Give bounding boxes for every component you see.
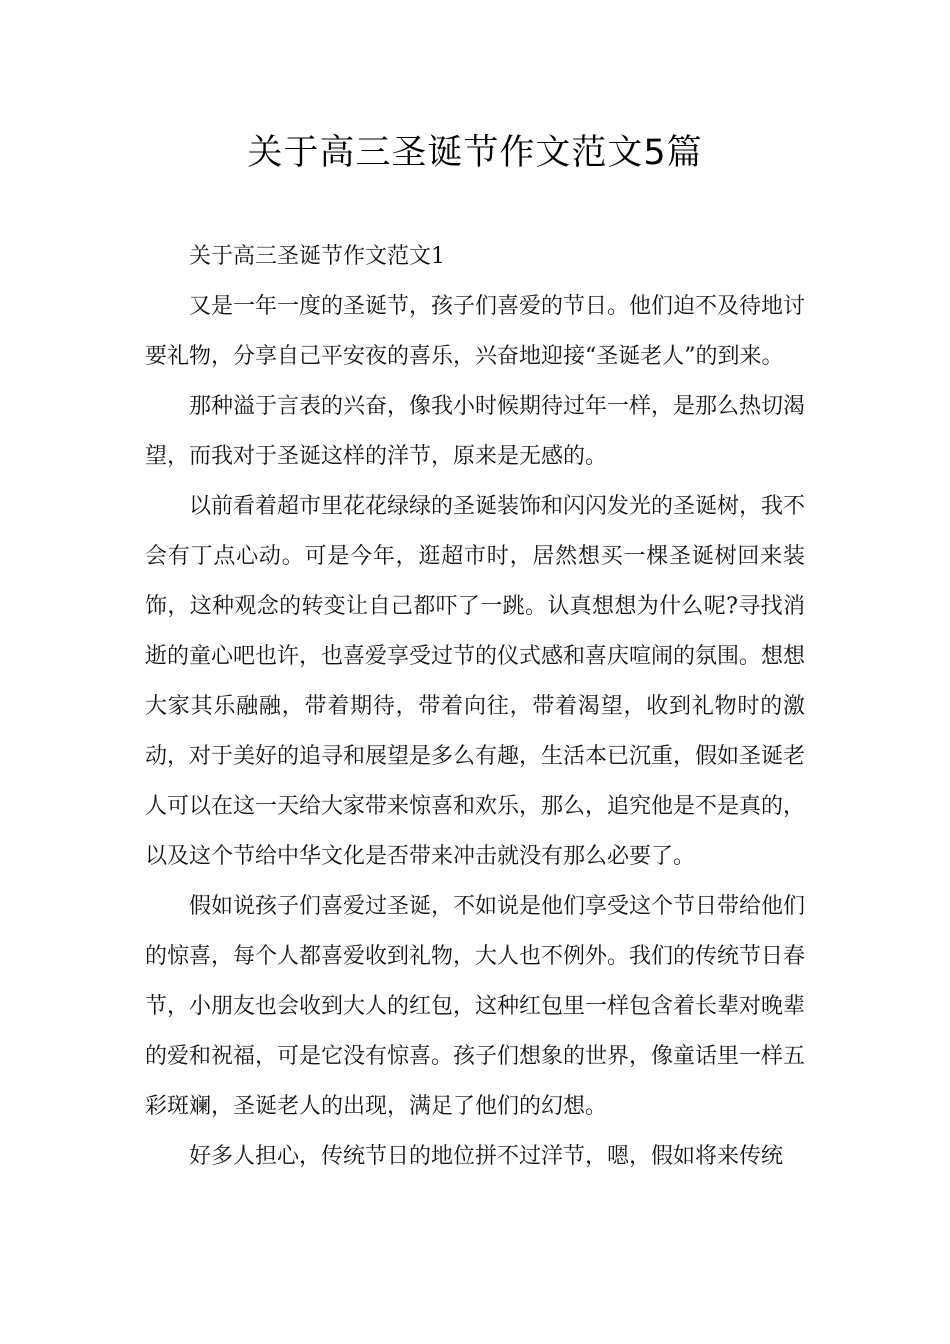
paragraph-4: 假如说孩子们喜爱过圣诞，不如说是他们享受这个节日带给他们的惊喜，每个人都喜爱收到礼物，大人也不例外。我们的传统节日春节，小朋友也会收到大人的红包，这种红包里一样包含着长辈对晚辈的爱和祝福，可是它没有惊喜。孩子们想象的世界，像童话里一样五彩斑斓，圣诞老人的出现，满足了他们的幻想。 [145, 894, 806, 1119]
paragraph-1: 又是一年一度的圣诞节，孩子们喜爱的节日。他们迫不及待地讨要礼物，分享自己平安夜的喜乐，兴奋地迎接“圣诞老人”的到来。 [145, 294, 806, 369]
section-heading: 关于高三圣诞节作文范文1 [189, 244, 445, 269]
paragraph-3: 以前看着超市里花花绿绿的圣诞装饰和闪闪发光的圣诞树，我不会有丁点心动。可是今年，逛超市时，居然想买一棵圣诞树回来装饰，这种观念的转变让自己都吓了一跳。认真想想为什么呢?寻找消逝的童心吧也许，也喜爱享受过节的仪式感和喜庆喧闹的氛围。想想大家其乐融融，带着期待，带着向往，带着渴望，收到礼物时的激动，对于美好的追寻和展望是多么有趣，生活本已沉重，假如圣诞老人可以在这一天给大家带来惊喜和欢乐，那么，追究他是不是真的，以及这个节给中华文化是否带来冲击就没有那么必要了。 [145, 494, 806, 869]
document-title: 关于高三圣诞节作文范文5篇 [247, 133, 703, 173]
document-body [145, 232, 805, 1182]
paragraph-2: 那种溢于言表的兴奋，像我小时候期待过年一样，是那么热切渴望，而我对于圣诞这样的洋节，原来是无感的。 [145, 394, 806, 469]
paragraph-5: 好多人担心，传统节日的地位拼不过洋节，嗯，假如将来传统 [189, 1144, 784, 1169]
